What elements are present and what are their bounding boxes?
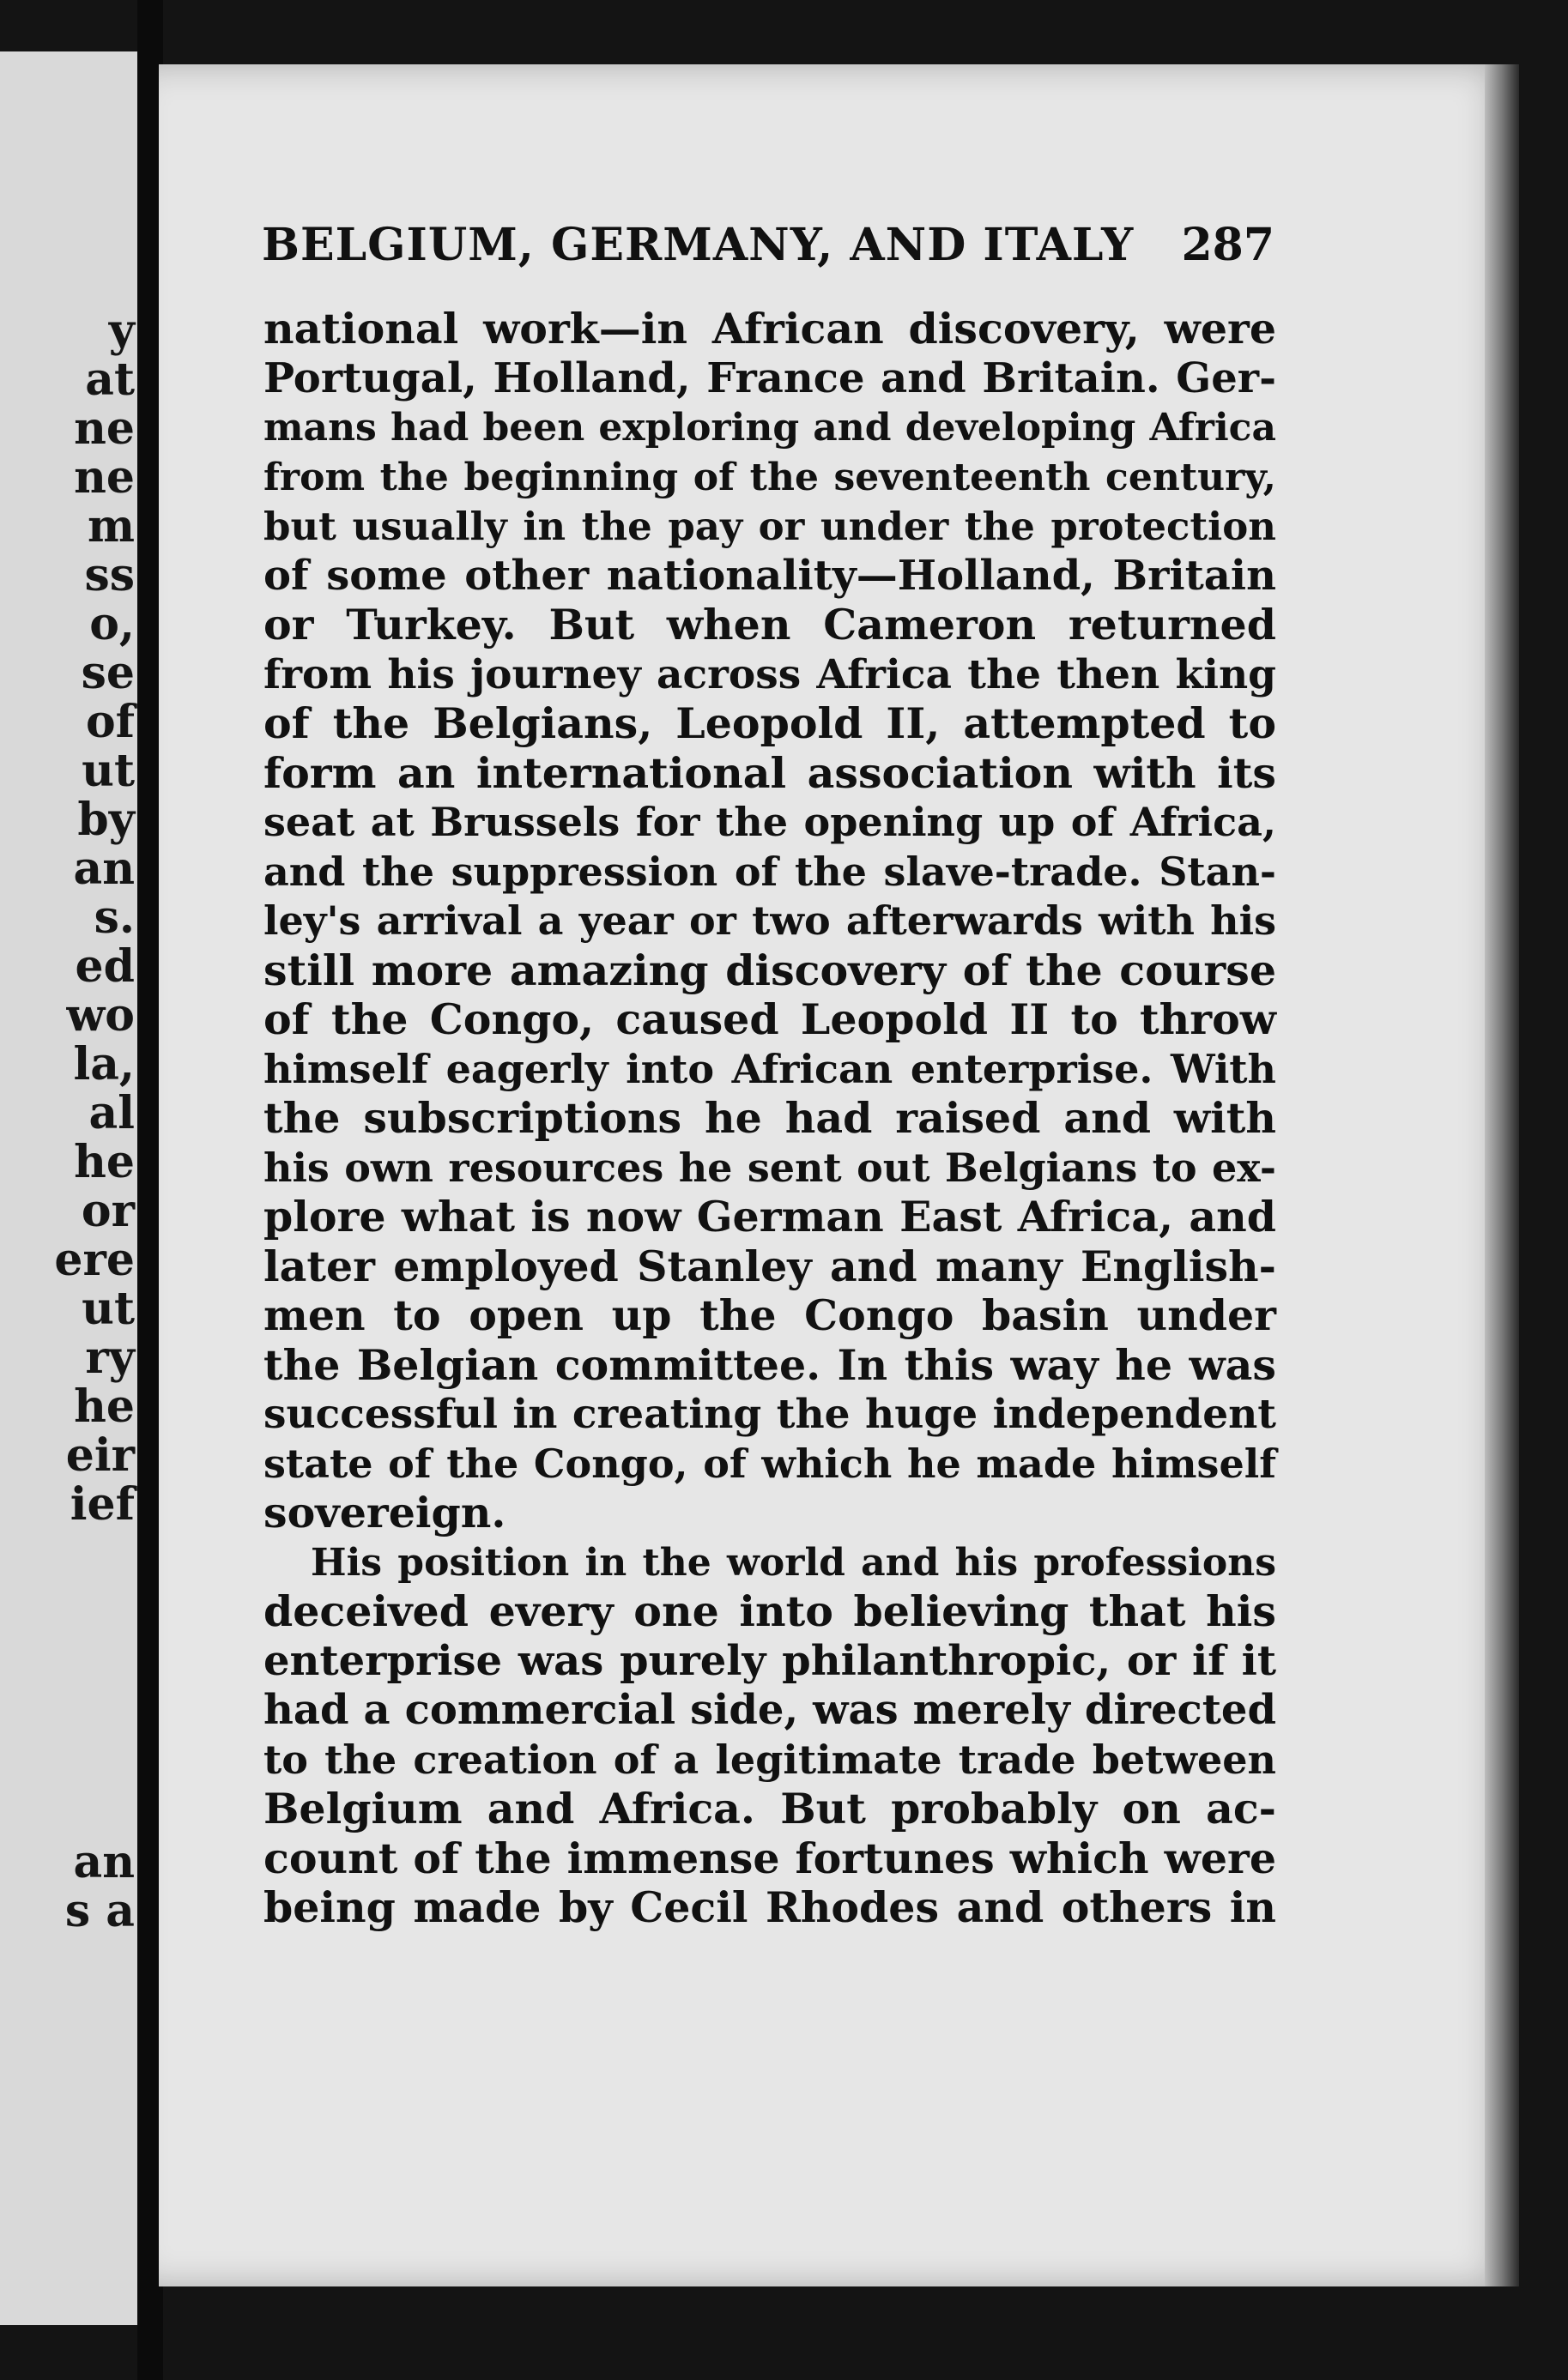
left-page-fragment: wo: [66, 989, 135, 1042]
text-line: or Turkey. But when Cameron returned: [263, 600, 1276, 649]
text-line: and the suppression of the slave-trade. Stan-: [263, 848, 1276, 895]
text-line: successful in creating the huge independent: [263, 1391, 1276, 1438]
text-line: count of the immense fortunes which were: [263, 1833, 1276, 1883]
text-line: of the Congo, caused Leopold II to throw: [263, 994, 1276, 1044]
text-line: his own resources he sent out Belgians to ex-: [263, 1144, 1276, 1191]
left-page-fragment: by: [77, 794, 135, 846]
left-page-fragment: of: [85, 696, 135, 748]
text-line: state of the Congo, of which he made himself: [263, 1440, 1276, 1487]
left-page-fragment: y: [108, 305, 135, 357]
text-line: plore what is now German East Africa, and: [263, 1192, 1276, 1241]
body-text: [263, 305, 1276, 1933]
left-page-fragment: ss: [84, 549, 135, 601]
left-page-fragment: or: [81, 1185, 135, 1237]
text-line: national work—in African discovery, were: [263, 304, 1276, 353]
left-page-fragment: ne: [74, 451, 135, 504]
text-line: from his journey across Africa the then king: [263, 650, 1276, 698]
text-line: later employed Stanley and many English-: [263, 1241, 1276, 1291]
text-line: Portugal, Holland, France and Britain. Ger-: [263, 353, 1276, 402]
left-page-fragment: an: [73, 1836, 135, 1888]
text-line: himself eagerly into African enterprise. With: [263, 1045, 1276, 1092]
text-line: men to open up the Congo basin under: [263, 1290, 1276, 1340]
text-line: being made by Cecil Rhodes and others in: [263, 1882, 1276, 1932]
text-line: form an international association with its: [263, 747, 1276, 798]
left-page-fragment: ut: [82, 1283, 135, 1335]
text-line: the Belgian committee. In this way he was: [263, 1339, 1276, 1390]
text-line: ley's arrival a year or two afterwards with his: [263, 897, 1276, 944]
text-line: had a commercial side, was merely directed: [263, 1686, 1276, 1734]
left-page-fragment: s.: [94, 891, 135, 944]
left-page-edge: [0, 51, 150, 2325]
paragraph-2: [263, 1538, 1276, 1933]
text-line: to the creation of a legitimate trade between: [263, 1736, 1276, 1783]
text-line: deceived every one into believing that his: [263, 1586, 1276, 1636]
left-page-fragment: se: [81, 647, 135, 699]
left-page-fragment: an: [73, 843, 135, 895]
text-line: His position in the world and his professions: [311, 1540, 1276, 1585]
left-page-fragment: ed: [75, 940, 135, 993]
text-line: of some other nationality—Holland, Britain: [263, 551, 1276, 600]
left-page-fragment: he: [74, 1380, 135, 1433]
text-line: but usually in the pay or under the protection: [263, 504, 1276, 549]
left-page-fragment: m: [87, 500, 135, 553]
left-page-fragment: ief: [70, 1478, 135, 1531]
left-page-fragment: s a: [64, 1885, 135, 1937]
left-page-fragment: la,: [73, 1038, 135, 1090]
text-line: still more amazing discovery of the course: [263, 945, 1276, 995]
left-page-fragment: o,: [89, 598, 135, 650]
text-line: mans had been exploring and developing Africa: [263, 406, 1276, 450]
text-line: from the beginning of the seventeenth century,: [263, 455, 1276, 499]
text-line: enterprise was purely philanthropic, or if it: [263, 1636, 1276, 1685]
text-line: Belgium and Africa. But probably on ac-: [263, 1784, 1276, 1833]
left-page-fragment: ut: [82, 745, 135, 797]
left-page-fragment: at: [85, 353, 135, 406]
left-page-fragment: ne: [74, 402, 135, 455]
running-header: [262, 219, 1274, 279]
paragraph-1: [263, 305, 1276, 1538]
text-line: the subscriptions he had raised and with: [263, 1093, 1276, 1143]
text-line: seat at Brussels for the opening up of Africa,: [263, 799, 1276, 845]
page-edge-shadow: [1485, 64, 1519, 2286]
book-page: [159, 64, 1519, 2286]
left-page-fragment: eir: [65, 1429, 135, 1482]
left-page-fragment: he: [74, 1136, 135, 1188]
running-title: BELGIUM, GERMANY, AND ITALY: [262, 219, 1135, 271]
left-page-fragment: ere: [54, 1234, 135, 1286]
page-number: 287: [1181, 219, 1274, 271]
text-line: sovereign.: [263, 1488, 506, 1537]
text-line: of the Belgians, Leopold II, attempted to: [263, 698, 1276, 748]
left-page-fragment: ry: [85, 1332, 135, 1384]
left-page-fragment: al: [88, 1087, 135, 1139]
